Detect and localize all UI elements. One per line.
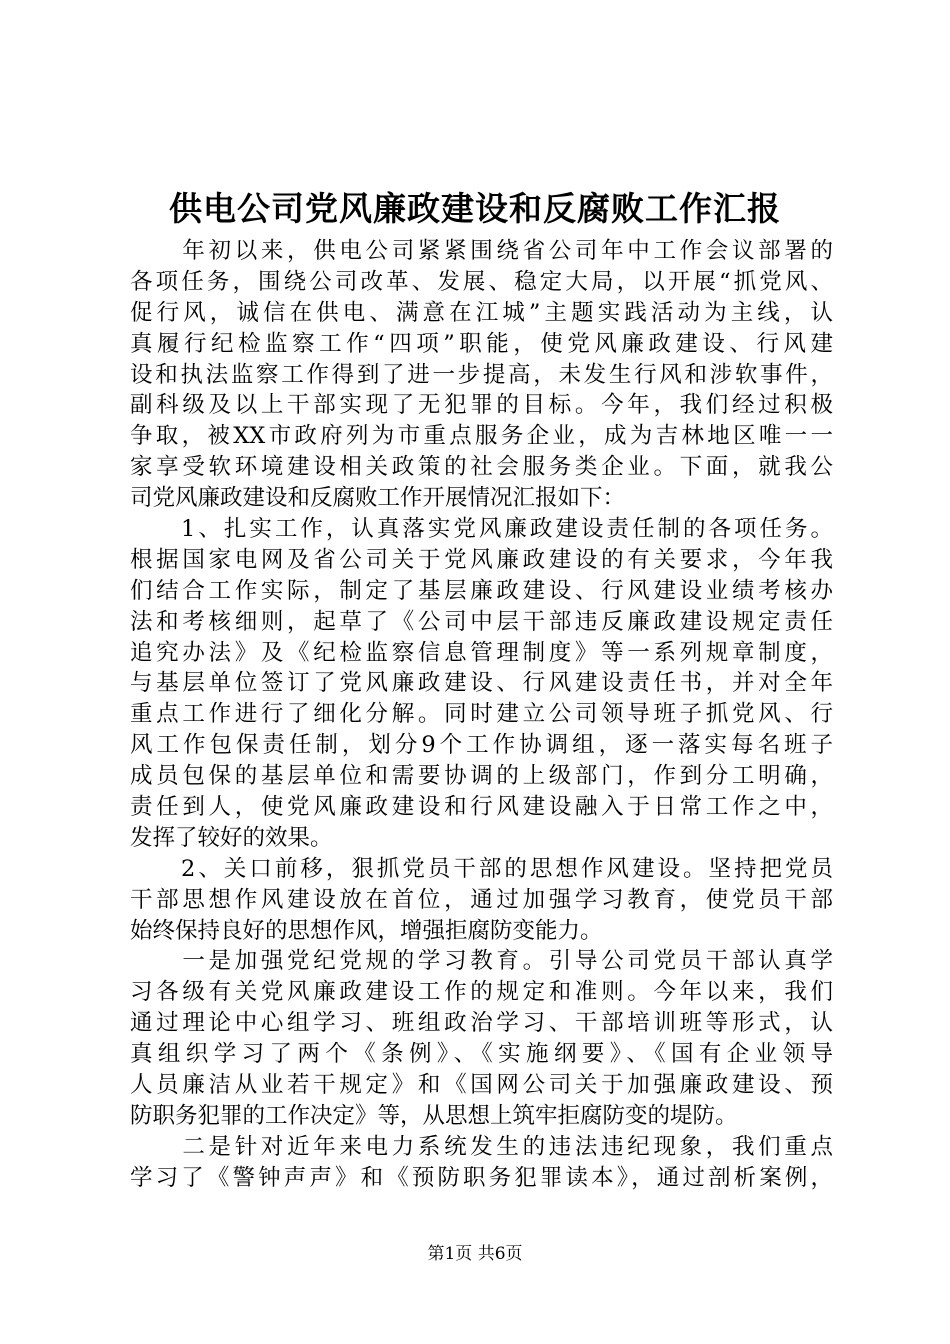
body-line: 真履行纪检监察工作“四项”职能，使党风廉政建设、行风建 [130, 330, 833, 357]
body-line: 1、扎实工作，认真落实党风廉政建设责任制的各项任务。 [130, 516, 833, 543]
body-line: 一是加强党纪党规的学习教育。引导公司党员干部认真学 [130, 948, 833, 975]
body-line: 们结合工作实际，制定了基层廉政建设、行风建设业绩考核办 [130, 577, 833, 604]
page-footer: 第1页 共6页 [427, 1244, 523, 1264]
body-line: 家享受软环境建设相关政策的社会服务类企业。下面，就我公 [130, 454, 833, 481]
body-line: 习各级有关党风廉政建设工作的规定和准则。今年以来，我们 [130, 979, 833, 1006]
document-title: 供电公司党风廉政建设和反腐败工作汇报 [169, 189, 781, 228]
body-line: 设和执法监察工作得到了进一步提高，未发生行风和涉软事件， [130, 361, 833, 388]
body-line: 司党风廉政建设和反腐败工作开展情况汇报如下： [130, 485, 626, 512]
body-line: 重点工作进行了细化分解。同时建立公司领导班子抓党风、行 [130, 701, 833, 728]
body-line: 通过理论中心组学习、班组政治学习、干部培训班等形式，认 [130, 1010, 833, 1037]
body-line: 2、关口前移，狠抓党员干部的思想作风建设。坚持把党员 [130, 855, 833, 882]
body-line: 防职务犯罪的工作决定》等，从思想上筑牢拒腐防变的堤防。 [130, 1102, 738, 1129]
body-line: 发挥了较好的效果。 [130, 824, 333, 851]
document-body [130, 236, 833, 1194]
body-line: 学习了《警钟声声》和《预防职务犯罪读本》，通过剖析案例， [130, 1164, 833, 1191]
body-line: 争取，被XX市政府列为市重点服务企业，成为吉林地区唯一一 [130, 423, 833, 450]
body-line: 各项任务，围绕公司改革、发展、稳定大局，以开展“抓党风、 [130, 268, 833, 295]
body-line: 始终保持良好的思想作风，增强拒腐防变能力。 [130, 917, 603, 944]
body-line: 风工作包保责任制，划分9个工作协调组，逐一落实每名班子 [130, 732, 833, 759]
body-line: 副科级及以上干部实现了无犯罪的目标。今年，我们经过积极 [130, 392, 833, 419]
body-line: 法和考核细则，起草了《公司中层干部违反廉政建设规定责任 [130, 608, 833, 635]
body-line: 二是针对近年来电力系统发生的违法违纪现象，我们重点 [130, 1133, 833, 1160]
body-line: 人员廉洁从业若干规定》和《国网公司关于加强廉政建设、预 [130, 1072, 833, 1099]
body-line: 与基层单位签订了党风廉政建设、行风建设责任书，并对全年 [130, 670, 833, 697]
body-line: 成员包保的基层单位和需要协调的上级部门，作到分工明确， [130, 763, 833, 790]
body-line: 责任到人，使党风廉政建设和行风建设融入于日常工作之中， [130, 794, 833, 821]
body-line: 促行风，诚信在供电、满意在江城”主题实践活动为主线，认 [130, 299, 833, 326]
body-line: 真组织学习了两个《条例》、《实施纲要》、《国有企业领导 [130, 1041, 833, 1068]
body-line: 根据国家电网及省公司关于党风廉政建设的有关要求，今年我 [130, 546, 833, 573]
body-line: 追究办法》及《纪检监察信息管理制度》等一系列规章制度， [130, 639, 833, 666]
body-line: 干部思想作风建设放在首位，通过加强学习教育，使党员干部 [130, 886, 833, 913]
body-line: 年初以来，供电公司紧紧围绕省公司年中工作会议部署的 [130, 238, 833, 264]
